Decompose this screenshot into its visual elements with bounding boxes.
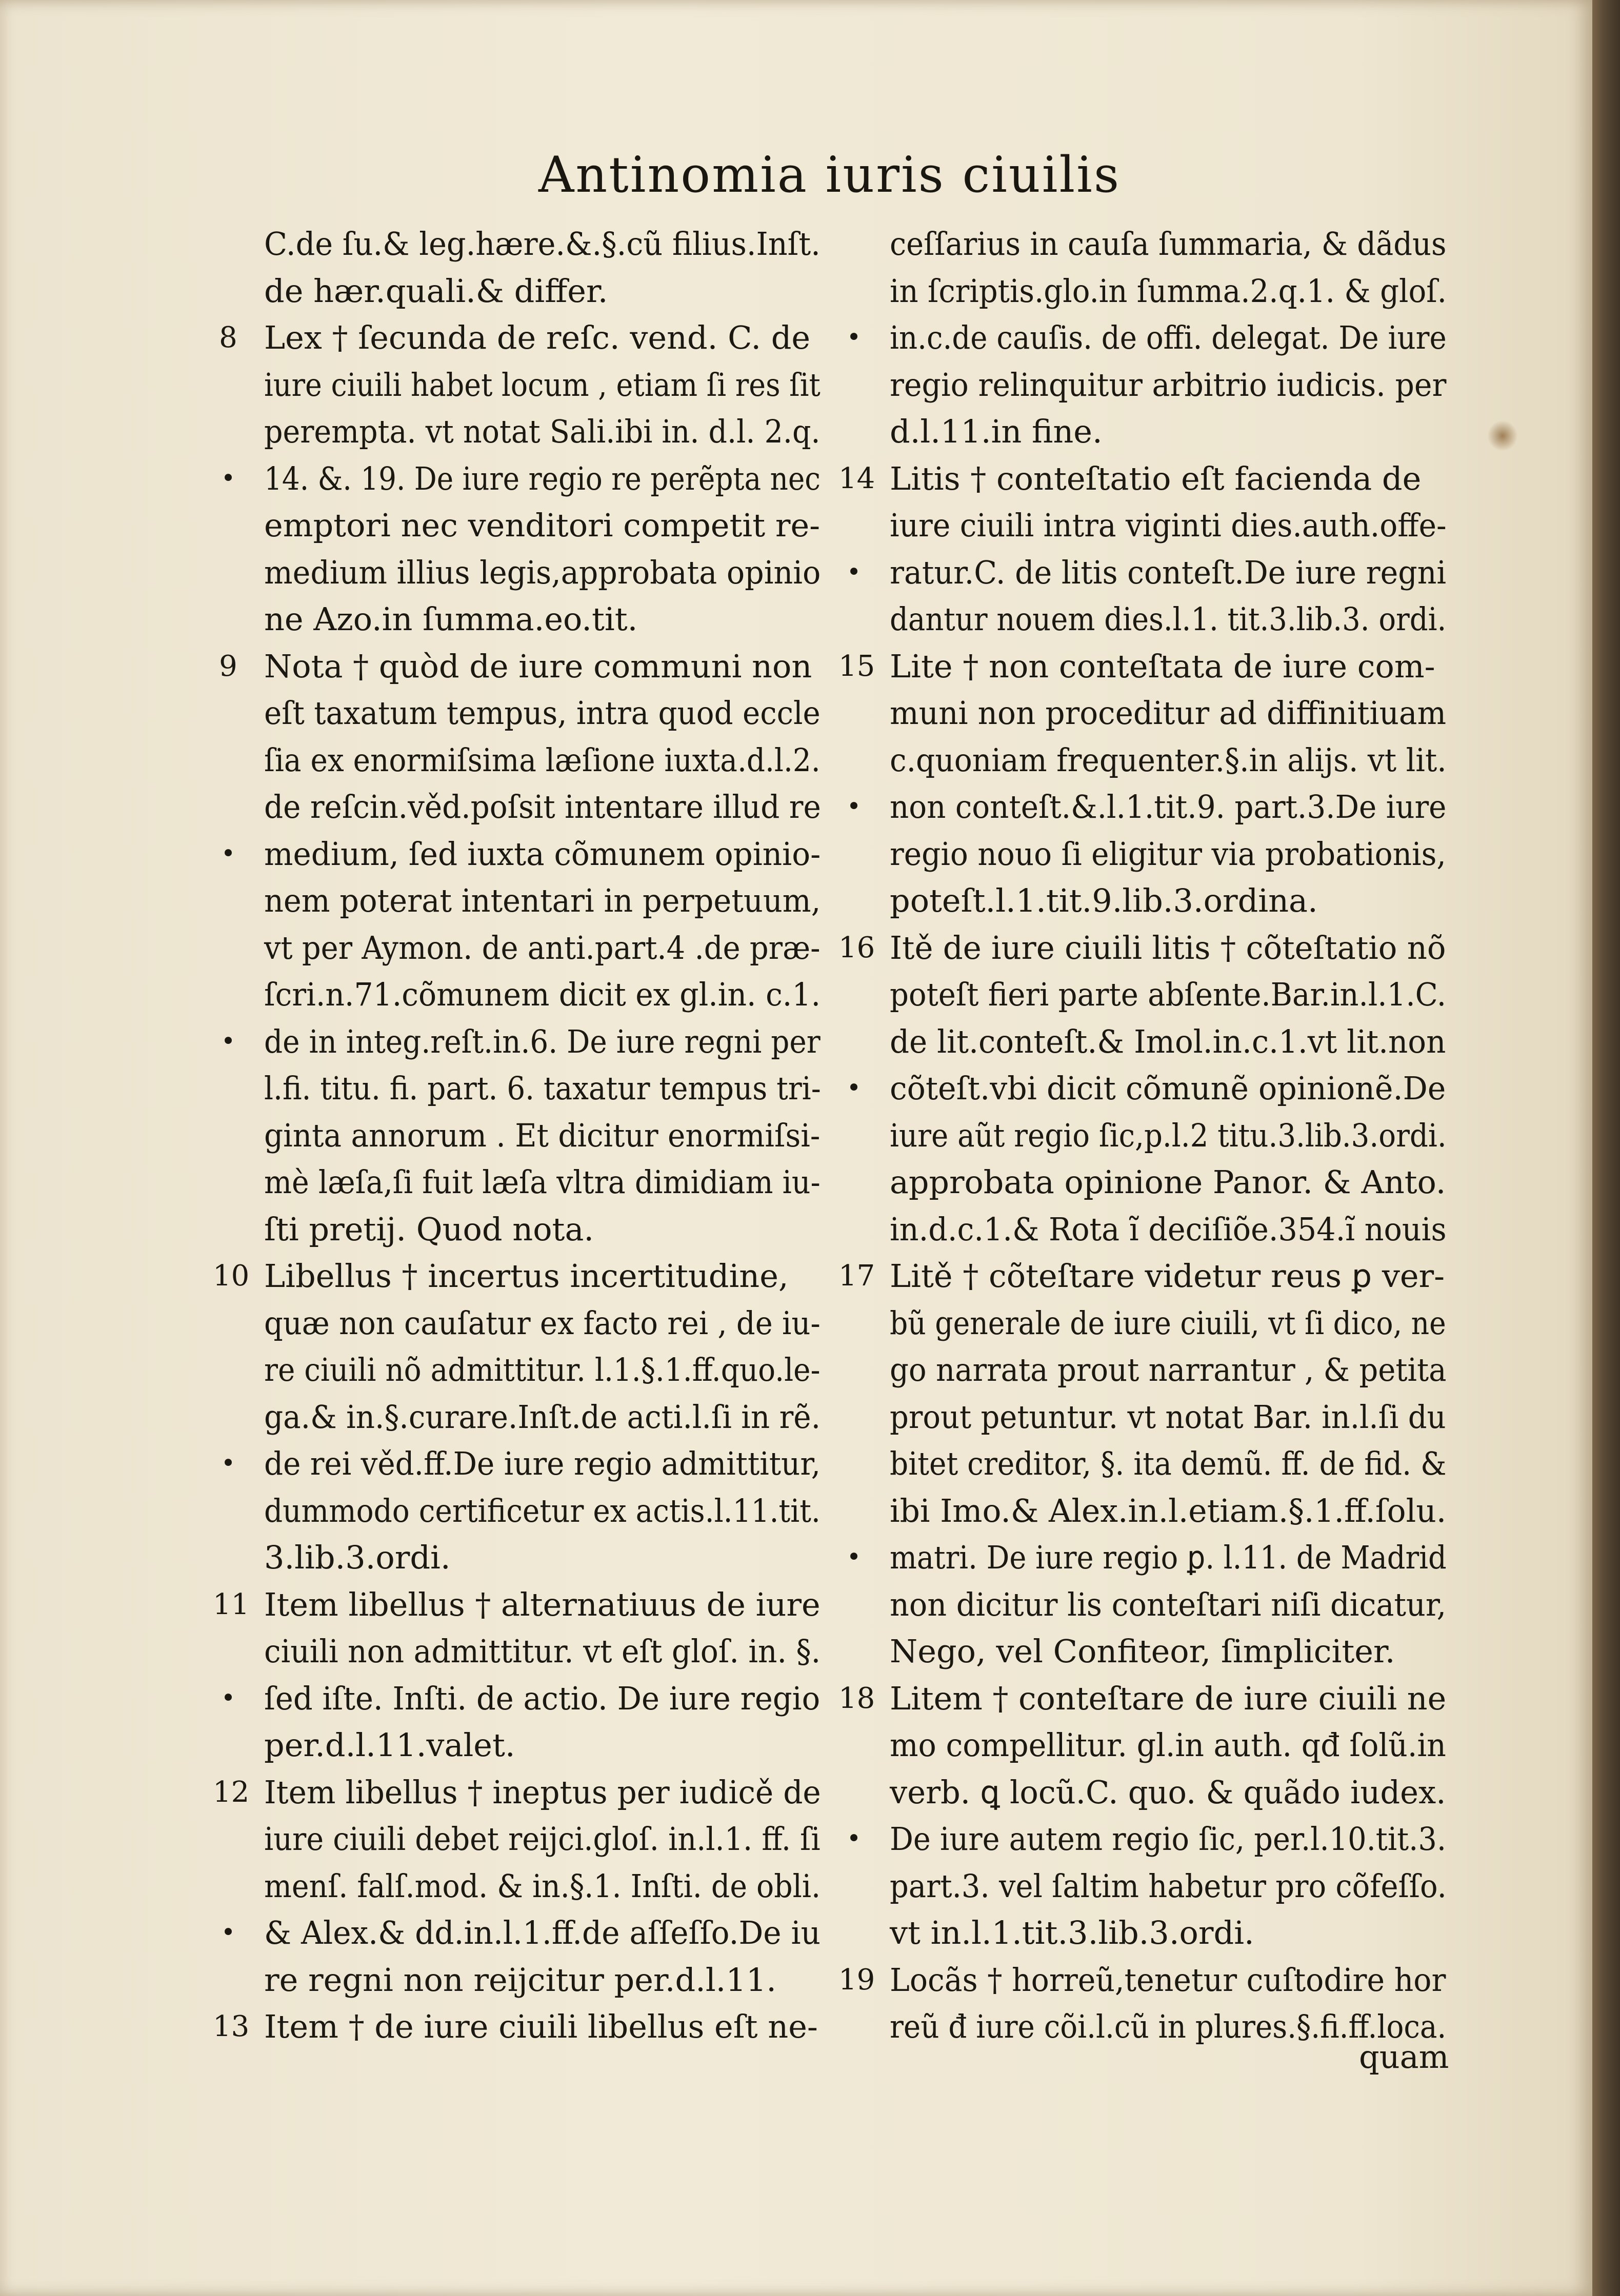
- line-text: Item libellus † ineptus per iudicě de: [264, 1773, 821, 1811]
- line-text: mo compellitur. gl.in auth. qđ ſolũ.in: [890, 1726, 1446, 1764]
- line-text: medium, ſed iuxta cõmunem opinio-: [264, 835, 821, 873]
- text-line: [890, 1112, 1449, 1159]
- margin-bullet: •: [846, 1543, 862, 1572]
- line-text: regio nouo ſi eligitur via probationis,: [890, 835, 1446, 873]
- line-text: 14. &. 19. De iure regio re perẽpta nec: [264, 459, 821, 497]
- line-text: Litem † conteſtare de iure ciuili ne: [890, 1679, 1447, 1717]
- text-line: [264, 877, 823, 924]
- margin-bullet: •: [221, 839, 236, 868]
- line-text: ratur.C. de litis conteſt.De iure regni: [890, 553, 1447, 591]
- margin-number: 8: [219, 321, 237, 354]
- text-line: [890, 1346, 1449, 1394]
- line-text: iure ciuili habet locum , etiam ſi res ſit: [264, 366, 821, 404]
- text-line: [221, 1018, 823, 1065]
- text-line: [890, 690, 1449, 737]
- line-text: & Alex.& dd.in.l.1.ff.de aſſeſſo.De iu: [264, 1914, 821, 1951]
- line-text: medium illius legis,approbata opinio: [264, 553, 821, 591]
- text-line: [838, 643, 1449, 690]
- line-text: 3.lib.3.ordi.: [264, 1539, 451, 1576]
- line-text: re regni non reijcitur per.d.l.11.: [264, 1961, 776, 1999]
- text-line: [890, 361, 1449, 409]
- line-text: Lex † ſecunda de reſc. vend. C. de: [264, 319, 811, 356]
- margin-number: 15: [838, 649, 875, 683]
- text-line: [890, 1159, 1449, 1206]
- line-text: poteſt fieri parte abſente.Bar.in.l.1.C.: [890, 976, 1447, 1013]
- line-text: muni non proceditur ad diffinitiuam: [890, 694, 1447, 732]
- text-line: [219, 643, 823, 690]
- line-text: bitet creditor, §. ita demũ. ff. de fid. &: [890, 1445, 1447, 1482]
- line-text: menſ. falſ.mod. & in.§.1. Inſti. de obli.: [264, 1867, 821, 1905]
- line-text: Itě de iure ciuili litis † cõteſtatio nõ: [890, 929, 1446, 966]
- line-text: Litis † conteſtatio eſt facienda de: [890, 459, 1422, 497]
- line-text: de lit.conteſt.& Imol.in.c.1.vt lit.non: [890, 1022, 1446, 1060]
- text-line: [890, 1487, 1449, 1535]
- text-line: [264, 783, 823, 831]
- line-text: Item † de iure ciuili libellus eſt ne-: [264, 2008, 818, 2045]
- line-text: non conteſt.&.l.1.tit.9. part.3.De iure: [890, 788, 1447, 825]
- line-text: ne Azo.in ſumma.eo.tit.: [264, 600, 638, 638]
- line-text: de in integ.reſt.in.6. De iure regni per: [264, 1022, 821, 1060]
- text-line: [264, 1816, 823, 1863]
- line-text: l.fi. titu. fi. part. 6. taxatur tempus tri-: [264, 1070, 821, 1107]
- margin-bullet: •: [221, 1026, 236, 1056]
- text-line: [846, 783, 1449, 831]
- line-text: ibi Imo.& Alex.in.l.etiam.§.1.ff.ſolu.: [890, 1492, 1447, 1529]
- text-line: [264, 1159, 823, 1206]
- margin-bullet: •: [221, 1683, 236, 1713]
- margin-bullet: •: [846, 792, 862, 821]
- text-line: [890, 502, 1449, 549]
- text-line: [221, 1675, 823, 1722]
- line-text: de hær.quali.& differ.: [264, 272, 608, 310]
- text-line: [264, 502, 823, 549]
- margin-number: 16: [838, 931, 875, 964]
- text-line: [890, 1581, 1449, 1628]
- margin-number: 18: [838, 1681, 875, 1715]
- paper-stain: [1487, 420, 1518, 451]
- text-line: [846, 1534, 1449, 1581]
- text-line: [264, 549, 823, 596]
- line-text: iure ciuili intra viginti dies.auth.offe-: [890, 507, 1447, 544]
- line-text: eſt taxatum tempus, intra quod eccle: [264, 694, 821, 732]
- line-text: verb. ꝗ locũ.C. quo. & quãdo iudex.: [890, 1773, 1446, 1811]
- line-text: iure ciuili debet reijci.gloſ. in.l.1. ff. ſi: [264, 1820, 821, 1858]
- line-text: regio relinquitur arbitrio iudicis. per: [890, 366, 1447, 404]
- text-line: [213, 1769, 823, 1816]
- text-line: [890, 1769, 1449, 1816]
- text-line: [838, 455, 1449, 502]
- line-text: non dicitur lis conteſtari niſi dicatur,: [890, 1585, 1447, 1623]
- text-line: [219, 314, 823, 361]
- line-text: vt per Aymon. de anti.part.4 .de præ-: [264, 929, 821, 966]
- text-line: [890, 877, 1449, 924]
- margin-number: 9: [219, 649, 237, 683]
- line-text: ceſſarius in cauſa ſummaria, & dãdus: [890, 225, 1447, 263]
- line-text: c.quoniam frequenter.§.in alijs. vt lit.: [890, 741, 1447, 779]
- text-line: [264, 408, 823, 455]
- line-text: Litě † cõteſtare videtur reus ꝑ ver-: [890, 1257, 1445, 1295]
- line-text: re ciuili nõ admittitur. l.1.§.1.ff.quo.le-: [264, 1351, 821, 1388]
- line-text: De iure autem regio ſic, per.l.10.tit.3.: [890, 1820, 1447, 1858]
- line-text: iure aũt regio ſic,p.l.2 titu.3.lib.3.ordi.: [890, 1116, 1447, 1154]
- text-line: [221, 831, 823, 878]
- line-text: dummodo certificetur ex actis.l.11.tit.: [264, 1492, 821, 1529]
- text-line: [264, 361, 823, 409]
- text-line: [846, 1816, 1449, 1863]
- text-line: [264, 596, 823, 643]
- text-line: [264, 1112, 823, 1159]
- text-line: [890, 1909, 1449, 1957]
- left-text-column: [213, 220, 823, 2050]
- line-text: Lite † non conteſtata de iure com-: [890, 647, 1435, 685]
- text-line: [221, 1909, 823, 1957]
- line-text: ſia ex enormiſsima læſione iuxta.d.l.2.: [264, 741, 821, 779]
- text-line: [264, 1957, 823, 2004]
- text-line: [838, 1957, 1449, 2004]
- text-line: [890, 268, 1449, 315]
- margin-bullet: •: [846, 1824, 862, 1853]
- line-text: de reſcin.věd.poſsit intentare illud re: [264, 788, 821, 825]
- line-text: in ſcriptis.glo.in ſumma.2.q.1. & gloſ.: [890, 272, 1447, 310]
- text-line: [264, 220, 823, 268]
- margin-number: 12: [213, 1775, 250, 1809]
- text-line: [264, 1722, 823, 1769]
- text-line: [838, 1253, 1449, 1300]
- text-line: [838, 1675, 1449, 1722]
- text-line: [890, 1394, 1449, 1441]
- right-text-column: [838, 220, 1449, 2050]
- line-text: dantur nouem dies.l.1. tit.3.lib.3. ordi.: [890, 600, 1447, 638]
- line-text: nem poterat intentari in perpetuum,: [264, 882, 821, 919]
- margin-number: 11: [213, 1587, 250, 1621]
- text-line: [213, 1581, 823, 1628]
- line-text: Item libellus † alternatiuus de iure: [264, 1585, 821, 1623]
- text-line: [890, 408, 1449, 455]
- margin-number: 10: [213, 1259, 250, 1293]
- text-line: [890, 737, 1449, 784]
- text-line: [890, 1628, 1449, 1675]
- line-text: part.3. vel ſaltim habetur pro cõfeſſo.: [890, 1867, 1447, 1905]
- line-text: approbata opinione Panor. & Anto.: [890, 1163, 1446, 1201]
- line-text: Nota † quòd de iure communi non: [264, 647, 812, 685]
- text-line: [890, 1018, 1449, 1065]
- text-line: [890, 1722, 1449, 1769]
- line-text: d.l.11.in fine.: [890, 413, 1103, 450]
- line-text: ſti pretij. Quod nota.: [264, 1210, 594, 1248]
- text-line: [264, 1534, 823, 1581]
- text-line: [264, 1628, 823, 1675]
- text-line: [890, 1206, 1449, 1253]
- line-text: de rei věd.ff.De iure regio admittitur,: [264, 1445, 821, 1482]
- text-line: [890, 1440, 1449, 1487]
- margin-number: 14: [838, 461, 875, 495]
- line-text: matri. De iure regio ꝑ. l.11. de Madrid: [890, 1539, 1447, 1576]
- text-line: [221, 1440, 823, 1487]
- line-text: bũ generale de iure ciuili, vt ſi dico, ne: [890, 1304, 1446, 1342]
- line-text: ginta annorum . Et dicitur enormiſsi-: [264, 1116, 821, 1154]
- text-line: [846, 314, 1449, 361]
- margin-bullet: •: [221, 1449, 236, 1478]
- running-header: Antinomia iuris ciuilis: [538, 146, 1121, 204]
- line-text: Locãs † horreũ,tenetur cuſtodire hor: [890, 1961, 1446, 1999]
- text-line: [264, 1863, 823, 1910]
- text-line: [846, 1065, 1449, 1112]
- line-text: in.d.c.1.& Rota ĩ deciſiõe.354.ĩ nouis: [890, 1210, 1447, 1248]
- text-line: [890, 596, 1449, 643]
- line-text: go narrata prout narrantur , & petita: [890, 1351, 1447, 1388]
- line-text: reũ đ iure cõi.l.cũ in plures.§.fi.ff.loca.: [890, 2008, 1447, 2045]
- line-text: in.c.de cauſis. de offi. delegat. De iure: [890, 319, 1447, 356]
- line-text: mè læſa,ſi fuit læſa vltra dimidiam iu-: [264, 1163, 821, 1201]
- line-text: per.d.l.11.valet.: [264, 1726, 515, 1764]
- text-line: [890, 1300, 1449, 1347]
- text-line: [264, 1394, 823, 1441]
- catchword: quam: [1359, 2038, 1449, 2076]
- line-text: quæ non cauſatur ex facto rei , de iu-: [264, 1304, 821, 1342]
- line-text: prout petuntur. vt notat Bar. in.l.ſi du: [890, 1398, 1446, 1436]
- line-text: ſed iſte. Inſti. de actio. De iure regio: [264, 1679, 821, 1717]
- text-line: [264, 268, 823, 315]
- line-text: vt in.l.1.tit.3.lib.3.ordi.: [890, 1914, 1254, 1951]
- text-line: [890, 220, 1449, 268]
- text-line: [890, 831, 1449, 878]
- text-line: [264, 1300, 823, 1347]
- text-line: [213, 2003, 823, 2050]
- margin-number: 13: [213, 2010, 250, 2043]
- line-text: Nego, vel Confiteor, ſimpliciter.: [890, 1633, 1395, 1670]
- margin-number: 19: [838, 1963, 875, 1997]
- text-line: [264, 1346, 823, 1394]
- line-text: Libellus † incertus incertitudine,: [264, 1257, 789, 1295]
- line-text: poteſt.l.1.tit.9.lib.3.ordina.: [890, 882, 1318, 919]
- margin-bullet: •: [846, 1074, 862, 1102]
- text-line: [213, 1253, 823, 1300]
- line-text: ga.& in.§.curare.Inſt.de acti.l.ſi in rẽ.: [264, 1398, 821, 1436]
- text-line: [264, 690, 823, 737]
- line-text: emptori nec venditori competit re-: [264, 507, 821, 544]
- text-line: [264, 1487, 823, 1535]
- text-line: [846, 549, 1449, 596]
- line-text: ciuili non admittitur. vt eſt gloſ. in. §.: [264, 1633, 821, 1670]
- book-edge: [1592, 0, 1620, 2296]
- text-line: [264, 1206, 823, 1253]
- margin-bullet: •: [846, 557, 862, 587]
- text-line: [264, 971, 823, 1018]
- text-line: [221, 455, 823, 502]
- line-text: C.de ſu.& leg.hære.&.§.cũ filius.Inſt.: [264, 225, 821, 263]
- line-text: cõteſt.vbi dicit cõmunẽ opinionẽ.De: [890, 1070, 1446, 1107]
- line-text: perempta. vt notat Sali.ibi in. d.l. 2.q.: [264, 413, 821, 450]
- text-line: [264, 924, 823, 972]
- margin-bullet: •: [221, 1918, 236, 1947]
- margin-number: 17: [838, 1259, 875, 1293]
- line-text: ſcri.n.71.cõmunem dicit ex gl.in. c.1.: [264, 976, 821, 1013]
- text-line: [890, 971, 1449, 1018]
- margin-bullet: •: [846, 323, 862, 352]
- text-line: [264, 1065, 823, 1112]
- margin-bullet: •: [221, 464, 236, 493]
- text-line: [838, 924, 1449, 972]
- text-line: [264, 737, 823, 784]
- text-line: [890, 1863, 1449, 1910]
